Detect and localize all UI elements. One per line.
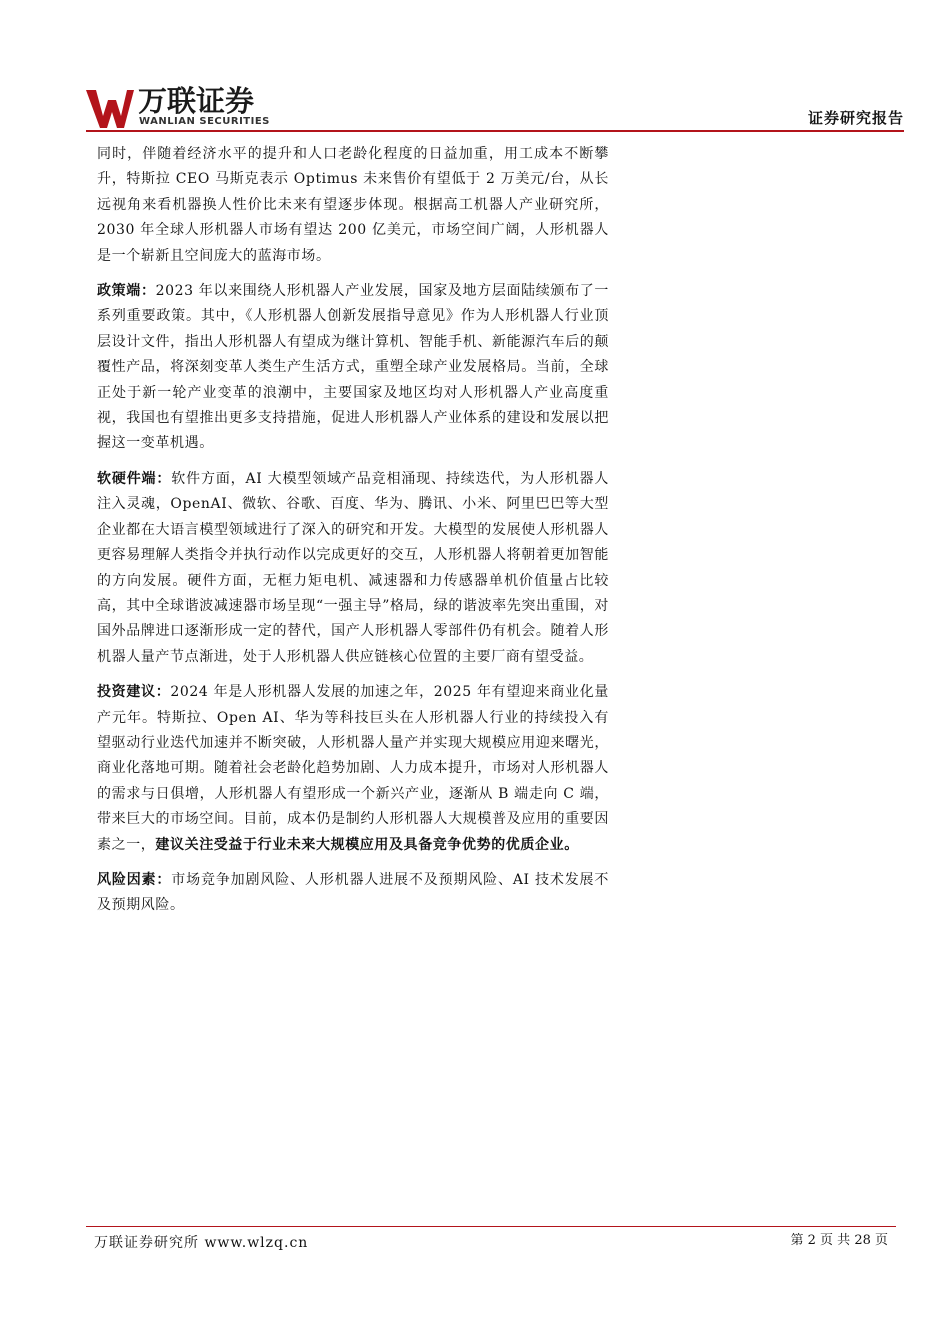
paragraph-software-hardware: 软硬件端：软件方面，AI 大模型领域产品竞相涌现、持续迭代，为人形机器人注入灵魂，OpenAI、微软、谷歌、百度、华为、腾讯、小米、阿里巴巴等大型企业都在大语言模型领域进行了深入的研究和开发。大模型的发展使人形机器人更容易理解人类指令并执行动作以完成更好的交互，人形机器人将朝着更加智能的方向发展。硬件方面，无框力矩电机、减速器和力传感器单机价值量占比较高，其中全球谐波减速器市场呈现“一强主导”格局，绿的谐波率先突出重围，对国外品牌进口逐渐形成一定的替代，国产人形机器人零部件仍有机会。随着人形机器人量产节点渐进，处于人形机器人供应链核心位置的主要厂商有望受益。 xyxy=(97,470,609,665)
paragraph-lead-policy: 政策端： xyxy=(97,283,156,300)
page-header xyxy=(0,0,950,135)
paragraph-market-outlook: 同时，伴随着经济水平的提升和人口老龄化程度的日益加重，用工成本不断攀升，特斯拉 CEO 马斯克表示 Optimus 未来售价有望低于 2 万美元/台，从长远视角来看机器换人性价比未来有望逐步体现。根据高工机器人产业研究所，2030 年全球人形机器人市场有望达 200 亿美元，市场空间广阔，人形机器人是一个崭新且空间庞大的蓝海市场。 xyxy=(97,146,609,264)
paragraph-lead-investment: 投资建议： xyxy=(97,684,171,701)
report-type-label: 证券研究报告 xyxy=(807,109,904,127)
company-logo xyxy=(86,86,286,130)
report-body xyxy=(97,142,609,929)
logo-chinese-name: 万联证券 xyxy=(138,84,255,118)
paragraph-lead-risk: 风险因素： xyxy=(97,871,172,888)
paragraph-risk-factors: 风险因素：市场竞争加剧风险、人形机器人进展不及预期风险、AI 技术发展不及预期风险。 xyxy=(97,871,609,914)
paragraph-policy: 政策端：2023 年以来围绕人形机器人产业发展，国家及地方层面陆续颁布了一系列重要政策。其中，《人形机器人创新发展指导意见》作为人形机器人行业顶层设计文件，指出人形机器人有望成为继计算机、智能手机、新能源汽车后的颠覆性产品，将深刻变革人类生产生活方式，重塑全球产业发展格局。当前，全球正处于新一轮产业变革的浪潮中，主要国家及地区均对人形机器人产业高度重视，我国也有望推出更多支持措施，促进人形机器人产业体系的建设和发展以把握这一变革机遇。 xyxy=(97,283,609,452)
investment-recommendation: 建议关注受益于行业未来大规模应用及具备竞争优势的优质企业。 xyxy=(155,836,579,853)
paragraph-lead-software-hardware: 软硬件端： xyxy=(97,470,172,487)
footer-divider xyxy=(86,1226,896,1227)
paragraph-investment-advice: 投资建议：2024 年是人形机器人发展的加速之年，2025 年有望迎来商业化量产元年。特斯拉、Open AI、华为等科技巨头在人形机器人行业的持续投入有望驱动行业迭代加速并不断突破，人形机器人量产并实现大规模应用迎来曙光，商业化落地可期。随着社会老龄化趋势加剧、人力成本提升，市场对人形机器人的需求与日俱增，人形机器人有望形成一个新兴产业，逐渐从 B 端走向 C 端，带来巨大的市场空间。目前，成本仍是制约人形机器人大规模普及应用的重要因素之一，建议关注受益于行业未来大规模应用及具备竞争优势的优质企业。 xyxy=(97,684,609,853)
footer-institute: 万联证券研究所 www.wlzq.cn xyxy=(94,1235,309,1251)
wanlian-logo-icon xyxy=(86,86,136,130)
page-number: 第 2 页 共 28 页 xyxy=(790,1233,888,1248)
logo-english-name: WANLIAN SECURITIES xyxy=(139,116,270,127)
header-divider xyxy=(86,130,904,132)
